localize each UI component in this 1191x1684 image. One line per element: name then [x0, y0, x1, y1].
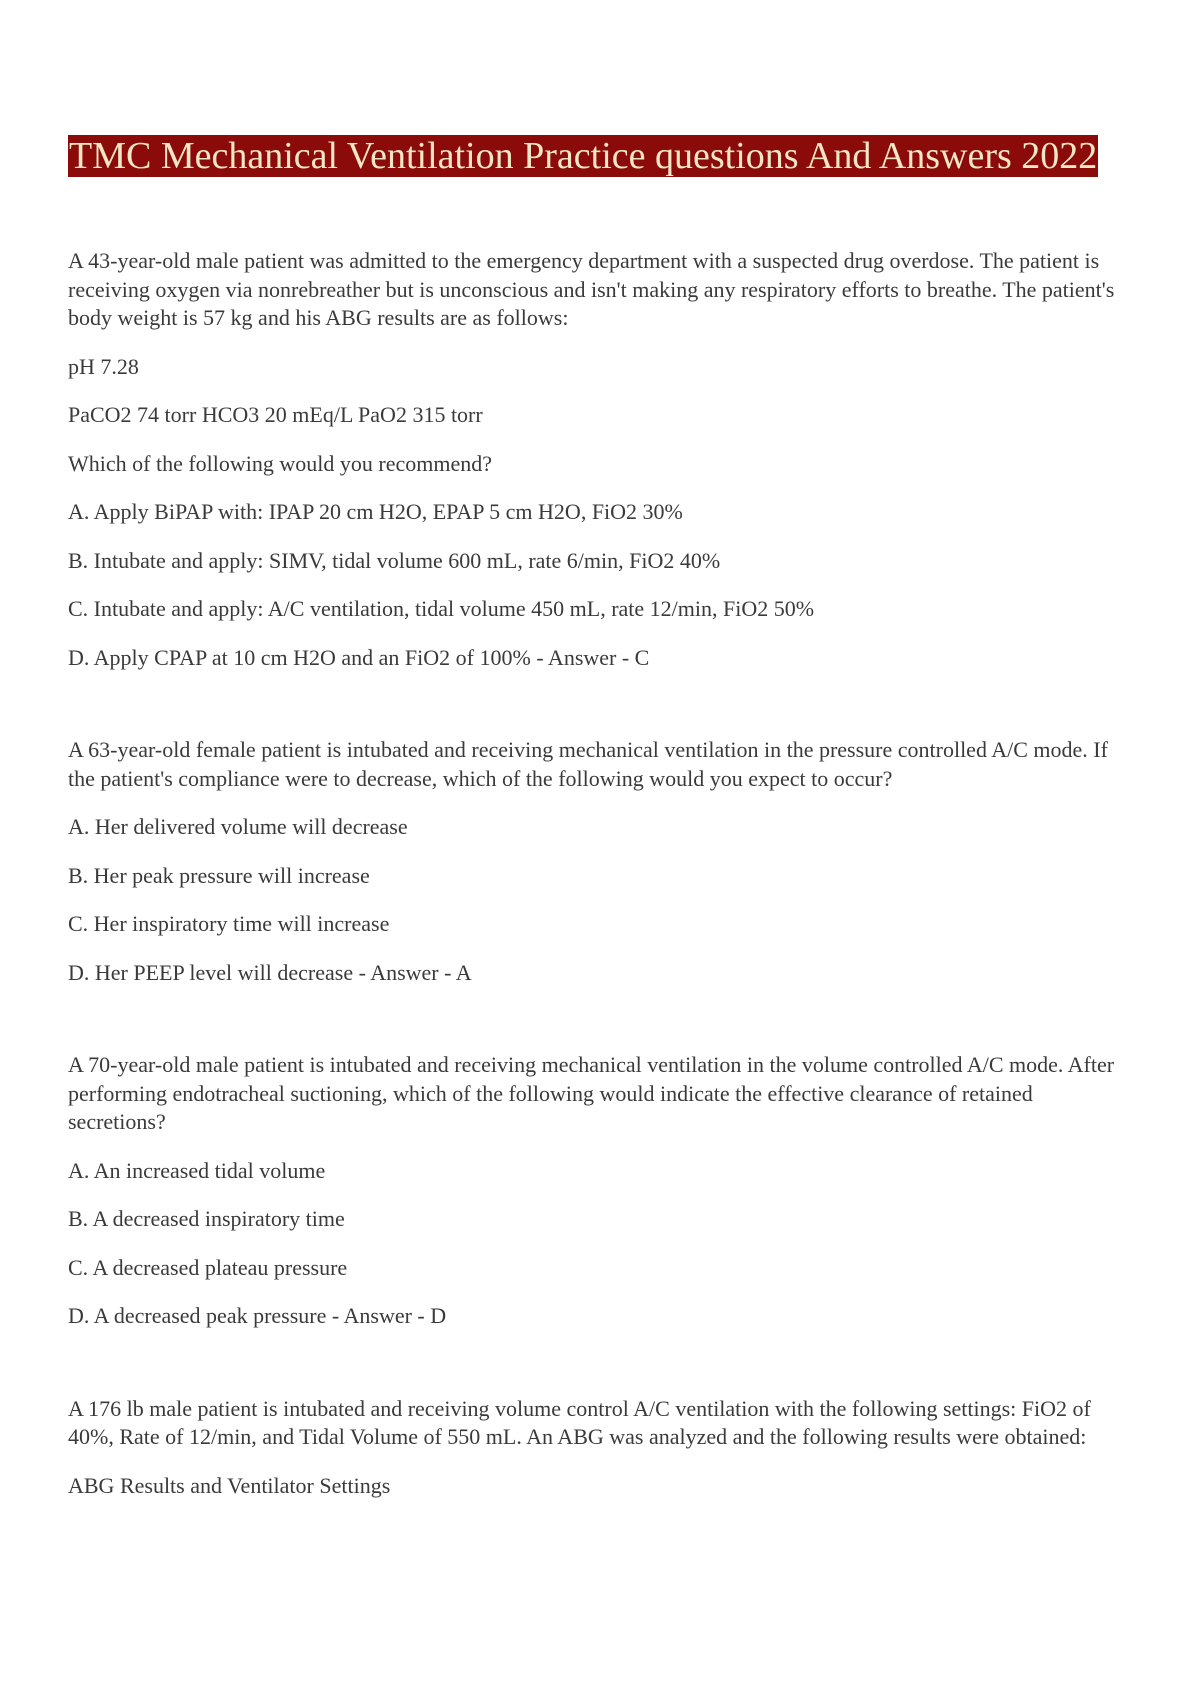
question-line: pH 7.28 [68, 353, 139, 379]
question-block [68, 1395, 1128, 1501]
answer-option: A. Her delivered volume will decrease [68, 814, 408, 839]
question-lines [68, 813, 1128, 987]
question-block [68, 247, 1128, 672]
answer-option: D. A decreased peak pressure - Answer - D [68, 1303, 447, 1328]
question-line: Which of the following would you recommend? [68, 450, 493, 476]
document-page [68, 133, 1128, 1500]
question-lines [68, 353, 1128, 673]
answer-option: D. Her PEEP level will decrease - Answer - A [68, 959, 472, 985]
question-block [68, 736, 1128, 987]
question-block [68, 1051, 1128, 1331]
answer-option: C. Her inspiratory time will increase [68, 911, 390, 936]
answer-option: D. Apply CPAP at 10 cm H2O and an FiO2 of 100% - Answer - C [68, 644, 650, 670]
answer-option: C. Intubate and apply: A/C ventilation, tidal volume 450 mL, rate 12/min, FiO2 50% [68, 596, 815, 621]
answer-option: A. Apply BiPAP with: IPAP 20 cm H2O, EPAP 5 cm H2O, FiO2 30% [68, 499, 683, 524]
answer-option: B. Intubate and apply: SIMV, tidal volume 600 mL, rate 6/min, FiO2 40% [68, 547, 721, 573]
answer-option: C. A decreased plateau pressure [68, 1254, 348, 1280]
question-stem: A 176 lb male patient is intubated and receiving volume control A/C ventilation with the following settings: FiO2 of 40%, Rate of 12/min, and Tidal Volume of 550 mL. An ABG was analyzed and the following results were obtained: [68, 1395, 1091, 1449]
question-stem: A 43-year-old male patient was admitted to the emergency department with a suspected drug overdose. The patient is receiving oxygen via nonrebreather but is unconscious and isn't making any respiratory efforts to breathe. The patient's body weight is 57 kg and his ABG results are as follows: [68, 248, 1115, 330]
document-title [68, 133, 1128, 180]
question-lines [68, 1472, 1128, 1501]
answer-option: B. Her peak pressure will increase [68, 862, 370, 888]
question-lines [68, 1157, 1128, 1331]
question-line: ABG Results and Ventilator Settings [68, 1472, 391, 1498]
answer-option: B. A decreased inspiratory time [68, 1206, 345, 1231]
answer-option: A. An increased tidal volume [68, 1157, 326, 1183]
title-highlight: TMC Mechanical Ventilation Practice questions And Answers 2022 [69, 135, 1098, 177]
question-stem: A 70-year-old male patient is intubated and receiving mechanical ventilation in the volume controlled A/C mode. After performing endotracheal suctioning, which of the following would indicate the effective clearance of retained secretions? [68, 1052, 1115, 1134]
question-stem: A 63-year-old female patient is intubated and receiving mechanical ventilation in the pressure controlled A/C mode. If the patient's compliance were to decrease, which of the following would you expect to occur? [68, 737, 1108, 791]
question-line: PaCO2 74 torr HCO3 20 mEq/L PaO2 315 torr [68, 402, 483, 427]
